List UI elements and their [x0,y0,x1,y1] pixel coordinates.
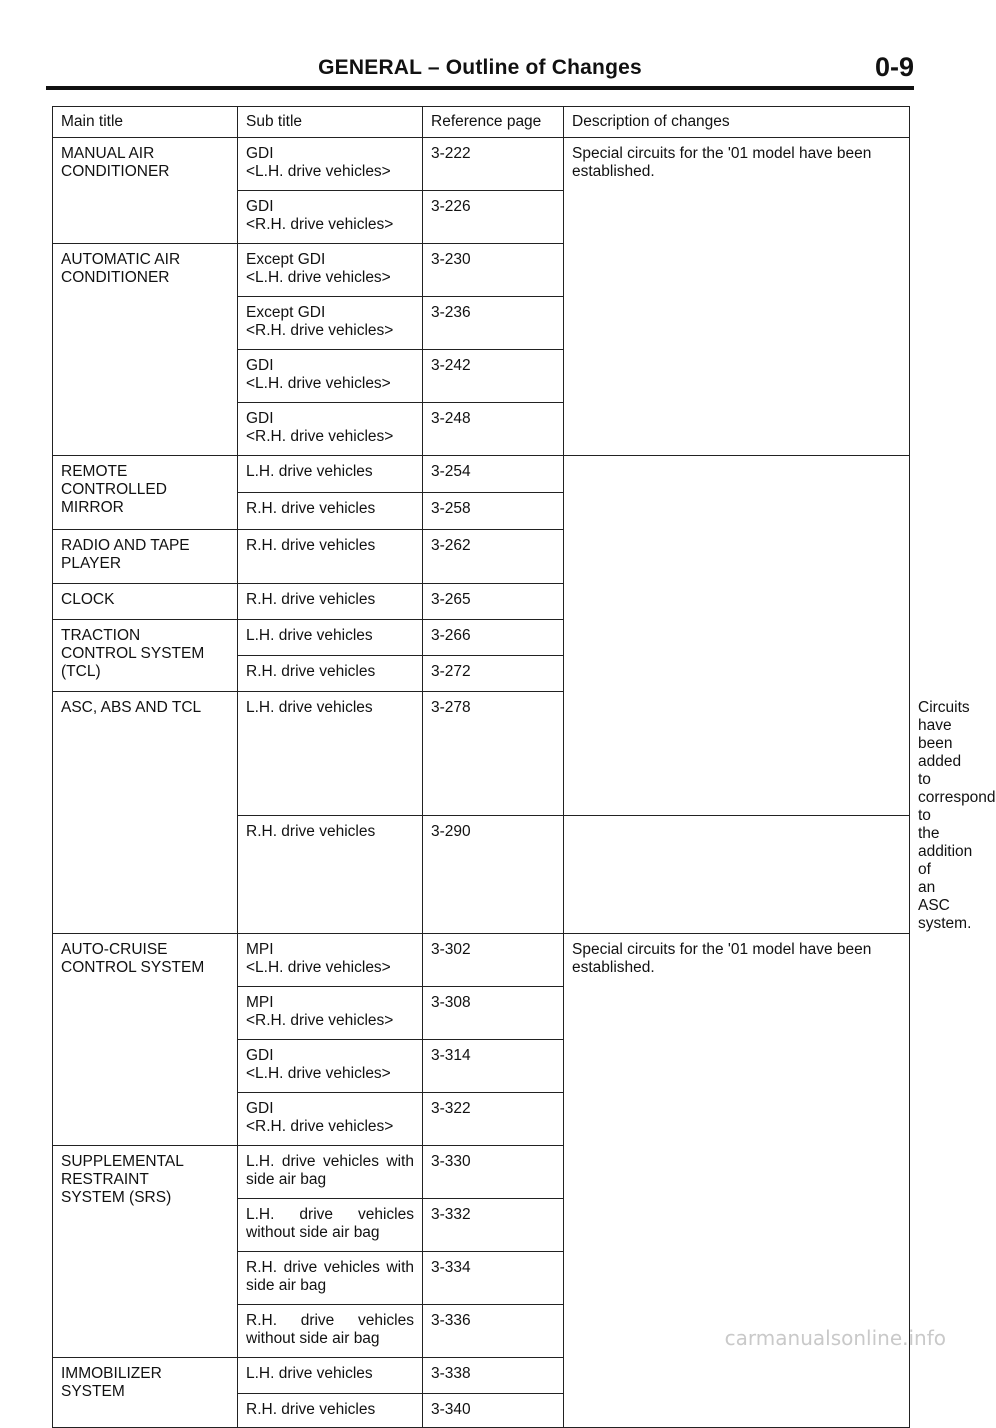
sub-title-cell: L.H. drive vehicles [238,1358,423,1394]
main-title-cell: TRACTION CONTROL SYSTEM (TCL) [53,620,238,692]
main-title-cell: SUPPLEMENTAL RESTRAINT SYSTEM (SRS) [53,1146,238,1358]
sub-title-cell: GDI <L.H. drive vehicles> [238,350,423,403]
main-title-cell: IMMOBILIZER SYSTEM [53,1358,238,1428]
main-title-cell: CLOCK [53,584,238,620]
table-row [53,934,910,987]
header-rule [46,86,914,90]
sub-title-cell: GDI <R.H. drive vehicles> [238,403,423,456]
description-cell: Special circuits for the '01 model have been established. [564,138,910,456]
sub-title-cell: R.H. drive vehicles [238,1394,423,1428]
sub-title-cell [238,1252,423,1305]
sub-title-cell: L.H. drive vehicles [238,456,423,493]
outline-of-changes-table [52,106,996,1428]
reference-page-cell: 3-222 [423,138,564,191]
sub-title-cell: GDI <R.H. drive vehicles> [238,1093,423,1146]
reference-page-cell: 3-236 [423,297,564,350]
main-title-cell: AUTOMATIC AIR CONDITIONER [53,244,238,456]
sub-title-text: L.H. drive vehicles with side air bag [246,1153,414,1188]
reference-page-cell: 3-258 [423,493,564,530]
watermark: carmanualsonline.info [724,1326,946,1350]
reference-page-cell: 3-278 [423,692,564,816]
sub-title-cell: GDI <R.H. drive vehicles> [238,191,423,244]
sub-title-cell: MPI <L.H. drive vehicles> [238,934,423,987]
table-header-row [53,107,910,138]
sub-title-cell [238,1146,423,1199]
header-main-title: Main title [53,107,238,138]
reference-page-cell: 3-332 [423,1199,564,1252]
reference-page-cell: 3-254 [423,456,564,493]
reference-page-cell: 3-302 [423,934,564,987]
main-title-cell: MANUAL AIR CONDITIONER [53,138,238,244]
sub-title-cell: R.H. drive vehicles [238,493,423,530]
sub-title-cell: GDI <L.H. drive vehicles> [238,1040,423,1093]
reference-page-cell: 3-266 [423,620,564,656]
reference-page-cell: 3-230 [423,244,564,297]
sub-title-cell: L.H. drive vehicles [238,620,423,656]
sub-title-cell [238,1305,423,1358]
description-cell: Special circuits for the '01 model have been established. [564,934,910,1428]
sub-title-cell: R.H. drive vehicles [238,584,423,620]
sub-title-text: L.H. drive vehicles without side air bag [246,1206,414,1241]
reference-page-cell: 3-265 [423,584,564,620]
sub-title-cell: R.H. drive vehicles [238,530,423,584]
sub-title-cell [238,1199,423,1252]
reference-page-cell: 3-290 [423,816,564,934]
table-row: ASC, ABS AND TCL L.H. drive vehicles 3-278 Circuits have been added to correspond to the addition of an ASC system. [53,692,910,816]
reference-page-cell: 3-242 [423,350,564,403]
table-row [53,456,910,493]
header-reference-page: Reference page [423,107,564,138]
sub-title-cell: R.H. drive vehicles [238,656,423,692]
reference-page-cell: 3-336 [423,1305,564,1358]
sub-title-cell: GDI <L.H. drive vehicles> [238,138,423,191]
main-title-cell: RADIO AND TAPE PLAYER [53,530,238,584]
reference-page-cell: 3-262 [423,530,564,584]
sub-title-cell: R.H. drive vehicles [238,816,423,934]
reference-page-cell: 3-334 [423,1252,564,1305]
reference-page-cell: 3-272 [423,656,564,692]
reference-page-cell: 3-314 [423,1040,564,1093]
reference-page-cell: 3-322 [423,1093,564,1146]
sub-title-cell: L.H. drive vehicles [238,692,423,816]
page-header [46,52,914,88]
table-body [53,138,996,1428]
header-description: Description of changes [564,107,910,138]
sub-title-cell: Except GDI <R.H. drive vehicles> [238,297,423,350]
reference-page-cell: 3-330 [423,1146,564,1199]
page-number: 0-9 [874,52,914,82]
sub-title-text: R.H. drive vehicles without side air bag [246,1312,414,1347]
main-title-cell: ASC, ABS AND TCL [53,692,238,934]
reference-page-cell: 3-308 [423,987,564,1040]
sub-title-cell: MPI <R.H. drive vehicles> [238,987,423,1040]
main-title-cell: AUTO-CRUISE CONTROL SYSTEM [53,934,238,1146]
reference-page-cell: 3-248 [423,403,564,456]
main-title-cell: REMOTE CONTROLLED MIRROR [53,456,238,530]
reference-page-cell: 3-226 [423,191,564,244]
page-title: GENERAL – Outline of Changes [318,56,642,79]
sub-title-text: R.H. drive vehicles with side air bag [246,1259,414,1294]
description-cell [564,456,910,816]
sub-title-cell: Except GDI <L.H. drive vehicles> [238,244,423,297]
reference-page-cell: 3-338 [423,1358,564,1394]
reference-page-cell: 3-340 [423,1394,564,1428]
header-sub-title: Sub title [238,107,423,138]
table-row [53,138,910,191]
